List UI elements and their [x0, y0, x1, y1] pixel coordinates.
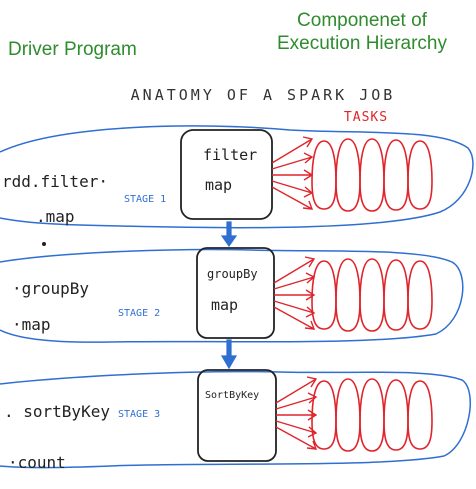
- box-1-filter: filter: [203, 146, 258, 164]
- code-map-1: .map: [36, 207, 75, 226]
- code-count: ·count: [8, 453, 66, 472]
- stage-2-label: STAGE 2: [118, 308, 161, 319]
- stage-3-label: STAGE 3: [118, 409, 161, 420]
- stage1-to-stage2-arrow: [222, 222, 236, 246]
- code-sortbykey: . sortByKey: [4, 402, 110, 421]
- execution-hierarchy-heading-line2: Execution Hierarchy: [276, 33, 448, 54]
- execution-hierarchy-heading-line1: Componenet of: [297, 10, 427, 31]
- stage-2-tasks: [312, 259, 432, 331]
- stray-dot: [42, 242, 46, 246]
- tasks-label: TASKS: [343, 110, 389, 125]
- stage-1-task-arrows: [272, 137, 312, 209]
- box-2-map: map: [211, 296, 239, 314]
- box-3-sortbykey: SortByKey: [205, 390, 260, 401]
- stage-1-label: STAGE 1: [124, 194, 167, 205]
- stage-2-operations-box: [197, 248, 274, 338]
- stage-3-task-arrows: [276, 377, 316, 449]
- box-1-map: map: [205, 176, 233, 194]
- diagram-title: ANATOMY OF A SPARK JOB: [130, 86, 396, 104]
- box-2-groupby: groupBy: [207, 267, 258, 281]
- driver-program-heading: Driver Program: [8, 39, 137, 60]
- code-map-2: ·map: [12, 315, 51, 334]
- stage-1-operations-box: [181, 130, 272, 219]
- code-rdd-filter: rdd.filter·: [2, 172, 108, 191]
- stage-3-operations-box: [198, 370, 276, 461]
- code-groupby: ·groupBy: [12, 279, 90, 298]
- stage-2-task-arrows: [274, 257, 314, 329]
- stage2-to-stage3-arrow: [222, 340, 236, 368]
- stage-3-tasks: [312, 379, 432, 451]
- stage-1-tasks: [312, 139, 432, 211]
